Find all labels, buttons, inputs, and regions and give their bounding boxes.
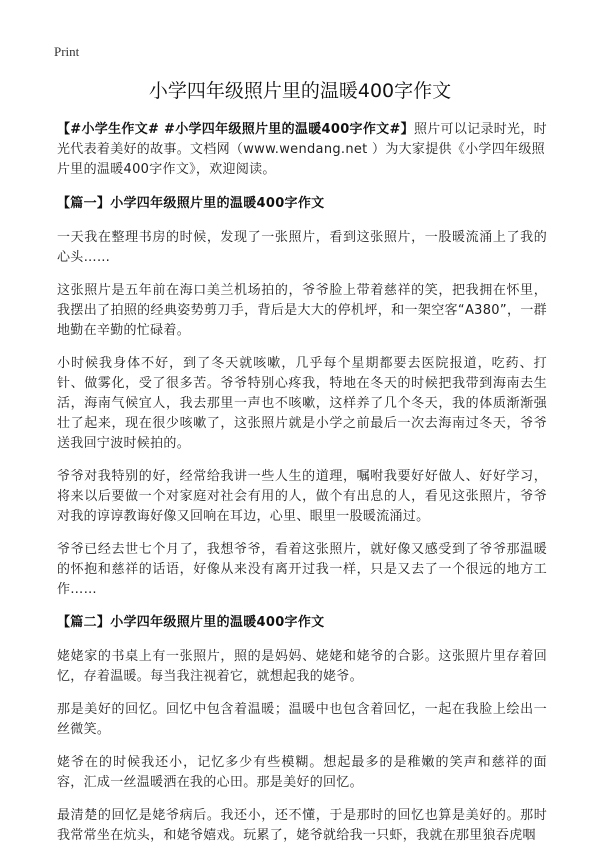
- article-body: [57, 120, 547, 859]
- intro-text: 照片可以记录时光，时光代表着美好的故事。文档网（www.wendang.net ）为大家提供《小学四年级照片里的温暖400字作文》，欢迎阅读。: [57, 122, 547, 177]
- paragraph: 最清楚的回忆是姥爷病后。我还小，还不懂，于是那时的回忆也算是美好的。那时我常常坐在炕头，和姥爷嬉戏。玩累了，姥爷就给我一只虾，我就在那里狼吞虎咽: [57, 808, 547, 843]
- section-1: [57, 194, 547, 600]
- paragraph: 小时候我身体不好，到了冬天就咳嗽，几乎每个星期都要去医院报道，吃药、打针、做雾化，受了很多苦。爷爷特别心疼我，特地在冬天的时候把我带到海南去生活，海南气候宜人，我去那里一声也不咳嗽，这样养了几个冬天，我的体质渐渐强壮了起来，现在很少咳嗽了，这张照片就是小学之前最后一次去海南过冬天，爷爷送我回宁波时候拍的。: [57, 356, 547, 451]
- paragraph: 一天我在整理书房的时候，发现了一张照片，看到这张照片，一股暖流涌上了我的心头……: [57, 230, 547, 265]
- paragraph: 爷爷对我特别的好，经常给我讲一些人生的道理，嘱咐我要好好做人、好好学习，将来以后要做一个对家庭对社会有用的人，做个有出息的人，看见这张照片，爷爷对我的谆谆教诲好像又回响在耳边，心里、眼里一股暖流涌过。: [57, 469, 547, 524]
- article-title: 小学四年级照片里的温暖400字作文: [148, 80, 452, 102]
- section-2: [57, 613, 547, 846]
- intro-tag: 【#小学生作文# #小学四年级照片里的温暖400字作文#】: [57, 122, 414, 137]
- paragraph: 那是美好的回忆。回忆中包含着温暖；温暖中也包含着回忆，一起在我脸上绘出一丝微笑。: [57, 702, 547, 737]
- paragraph: 姥姥家的书桌上有一张照片，照的是妈妈、姥姥和姥爷的合影。这张照片里存着回忆，存着温暖。每当我注视着它，就想起我的姥爷。: [57, 649, 547, 684]
- section-heading: 【篇二】小学四年级照片里的温暖400字作文: [57, 615, 325, 630]
- section-heading: 【篇一】小学四年级照片里的温暖400字作文: [57, 196, 325, 211]
- print-label: Print: [54, 44, 80, 59]
- paragraph: 爷爷已经去世七个月了，我想爷爷，看着这张照片，就好像又感受到了爷爷那温暖的怀抱和慈祥的话语，好像从来没有离开过我一样，只是又去了一个很远的地方工作……: [57, 542, 547, 597]
- paragraph: 这张照片是五年前在海口美兰机场拍的，爷爷脸上带着慈祥的笑，把我拥在怀里，我摆出了拍照的经典姿势剪刀手，背后是大大的停机坪，和一架空客“A380”，一群地勤在辛勤的忙碌着。: [57, 283, 547, 338]
- paragraph: 姥爷在的时候我还小，记忆多少有些模糊。想起最多的是稚嫩的笑声和慈祥的面容，汇成一丝温暖洒在我的心田。那是美好的回忆。: [57, 755, 547, 790]
- intro-paragraph: [57, 120, 547, 180]
